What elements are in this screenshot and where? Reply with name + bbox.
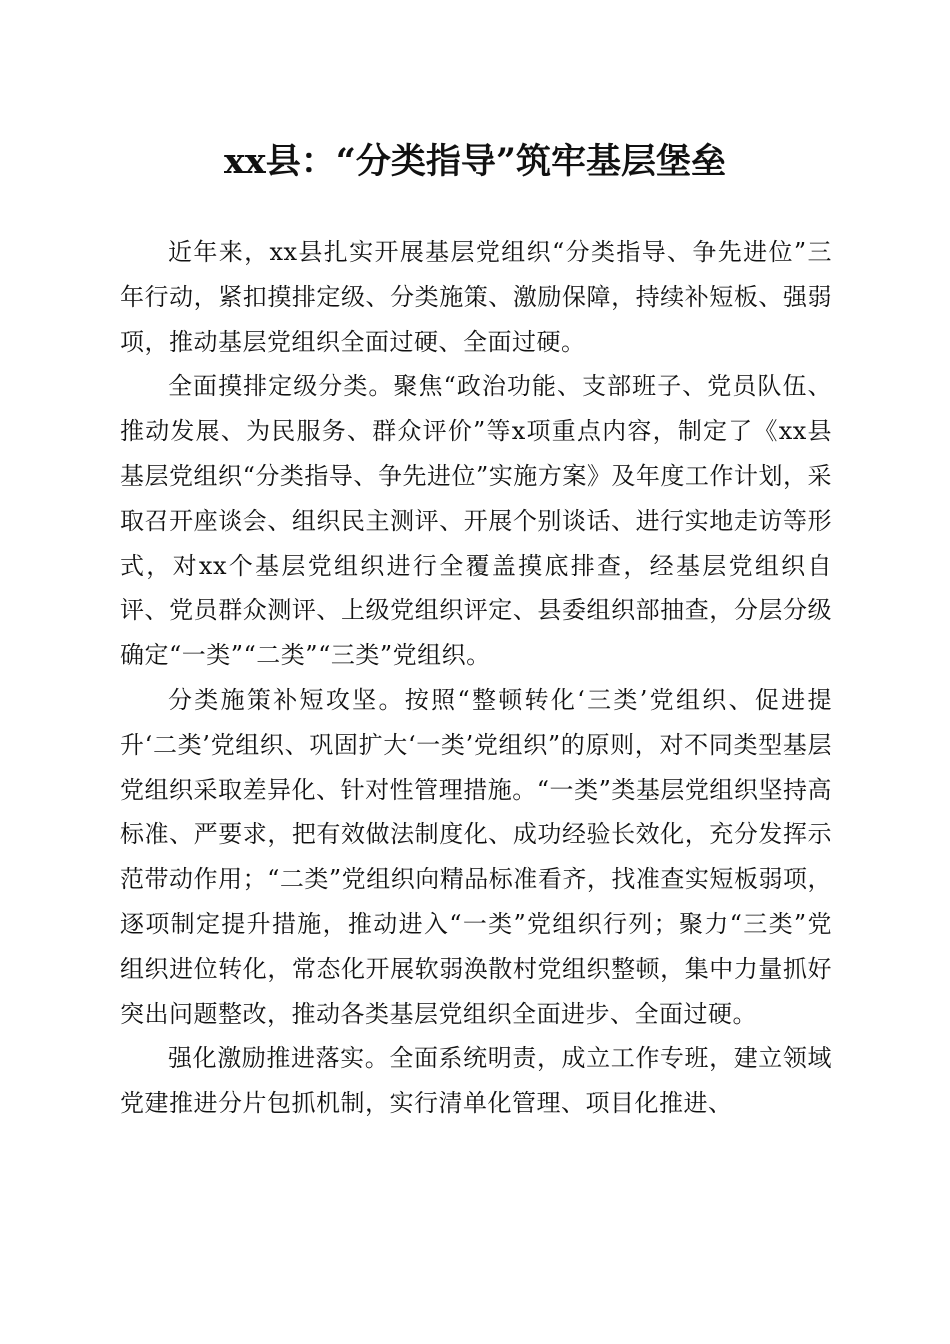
paragraph-incentives: 强化激励推进落实。全面系统明责，成立工作专班，建立领域党建推进分片包抓机制，实行清单化管理、项目化推进、 <box>120 1044 832 1118</box>
document-body <box>120 230 832 1126</box>
paragraph-intro: 近年来，xx县扎实开展基层党组织“分类指导、争先进位”三年行动，紧扣摸排定级、分类施策、激励保障，持续补短板、强弱项，推动基层党组织全面过硬、全面过硬。 <box>120 238 832 356</box>
paragraph-classification: 全面摸排定级分类。聚焦“政治功能、支部班子、党员队伍、推动发展、为民服务、群众评价”等x项重点内容，制定了《xx县基层党组织“分类指导、争先进位”实施方案》及年度工作计划，采取召开座谈会、组织民主测评、开展个别谈话、进行实地走访等形式，对xx个基层党组织进行全覆盖摸底排查，经基层党组织自评、党员群众测评、上级党组织评定、县委组织部抽查，分层分级确定“一类”“二类”“三类”党组织。 <box>120 372 832 670</box>
paragraph-measures: 分类施策补短攻坚。按照“整顿转化‘三类’党组织、促进提升‘二类’党组织、巩固扩大‘一类’党组织”的原则，对不同类型基层党组织采取差异化、针对性管理措施。“一类”类基层党组织坚持高标准、严要求，把有效做法制度化、成功经验长效化，充分发挥示范带动作用；“二类”党组织向精品标准看齐，找准查实短板弱项，逐项制定提升措施，推动进入“一类”党组织行列；聚力“三类”党组织进位转化，常态化开展软弱涣散村党组织整顿，集中力量抓好突出问题整改，推动各类基层党组织全面进步、全面过硬。 <box>120 685 832 1028</box>
document-title: xx县：“分类指导”筑牢基层堡垒 <box>224 141 726 182</box>
